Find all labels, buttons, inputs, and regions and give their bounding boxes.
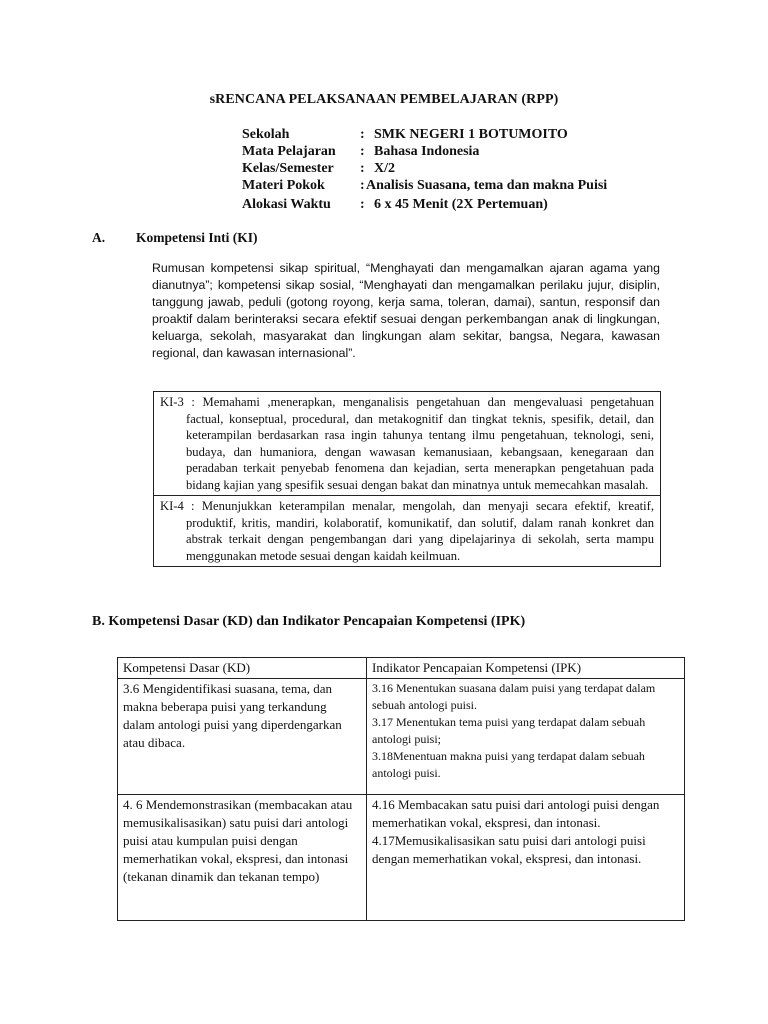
- ipk-item: 3.16 Menentukan suasana dalam puisi yang terdapat dalam sebuah antologi puisi.: [372, 681, 656, 712]
- table-row: [118, 679, 685, 795]
- identity-block: [242, 126, 607, 213]
- section-b-heading: B. Kompetensi Dasar (KD) dan Indikator Pencapaian Kompetensi (IPK): [92, 614, 526, 629]
- identity-label: Sekolah: [242, 127, 290, 142]
- identity-label: Materi Pokok: [242, 178, 325, 193]
- identity-colon: :: [360, 161, 365, 176]
- ipk-item: 4.16 Membacakan satu puisi dari antologi puisi dengan memerhatikan vokal, ekspresi, dan intonasi.: [372, 797, 660, 830]
- kd-cell: 3.6 Mengidentifikasi suasana, tema, dan makna beberapa puisi yang terkandung dalam antologi puisi yang diperdengarkan atau dibaca.: [118, 679, 367, 795]
- identity-value: 6 x 45 Menit (2X Pertemuan): [374, 197, 548, 212]
- column-header-ipk: Indikator Pencapaian Kompetensi (IPK): [367, 658, 685, 679]
- identity-colon: :: [360, 178, 365, 193]
- section-a-title: Kompetensi Inti (KI): [136, 230, 258, 245]
- identity-row-topic: [242, 177, 607, 194]
- identity-row-subject: [242, 143, 607, 160]
- identity-colon: :: [360, 197, 365, 212]
- table-header-row: [118, 658, 685, 679]
- identity-row-time: [242, 196, 607, 213]
- identity-label: Mata Pelajaran: [242, 144, 336, 159]
- column-header-kd: Kompetensi Dasar (KD): [118, 658, 367, 679]
- ipk-item: 4.17Memusikalisasikan satu puisi dari antologi puisi dengan memerhatikan vokal, ekspresi, dan intonasi.: [372, 833, 646, 866]
- document-title: sRENCANA PELAKSANAAN PEMBELAJARAN (RPP): [209, 92, 559, 107]
- ki4-cell: [154, 495, 660, 566]
- identity-colon: :: [360, 144, 365, 159]
- ipk-cell: [367, 795, 685, 921]
- ipk-cell: [367, 679, 685, 795]
- kd-ipk-table: [117, 657, 685, 921]
- identity-colon: :: [360, 127, 365, 142]
- ki-table: [153, 391, 661, 567]
- identity-value: X/2: [374, 161, 395, 176]
- identity-label: Alokasi Waktu: [242, 197, 331, 212]
- identity-value: Bahasa Indonesia: [374, 144, 480, 159]
- ki3-cell: [154, 392, 660, 495]
- identity-row-class: [242, 160, 607, 177]
- section-a-letter: A.: [92, 230, 106, 245]
- identity-value: Analisis Suasana, tema dan makna Puisi: [366, 178, 608, 193]
- section-a-heading: [0, 230, 768, 250]
- ipk-item: 3.17 Menentukan tema puisi yang terdapat dalam sebuah antologi puisi;: [372, 715, 646, 746]
- identity-label: Kelas/Semester: [242, 161, 334, 176]
- identity-row-school: [242, 126, 607, 143]
- ki-intro-paragraph: Rumusan kompetensi sikap spiritual, “Menghayati dan mengamalkan ajaran agama yang dianutnya”; kompetensi sikap sosial, “Menghayati dan mengamalkan perilaku jujur, disiplin, tanggung jawab, peduli (gotong royong, kerja sama, toleran, damai), santun, responsif dan proaktif dalam berinteraksi secara efektif sesuai dengan perkembangan anak di lingkungan, keluarga, sekolah, masyarakat dan lingkungan alam sekitar, bangsa, Negara, kawasan regional, dan kawasan internasional”.: [152, 261, 660, 360]
- ki3-text: KI-3 : Memahami ,menerapkan, menganalisis pengetahuan dan mengevaluasi pengetahuan factual, konseptual, procedural, dan metakognitif dan tingkat teknis, spesifik, detail, dan keterampilan berdasarkan rasa ingin tahunya tentang ilmu pengetahuan, teknologi, seni, budaya, dan humaniora, dengan wawasan kemanusiaan, kebangsaan, kenegaraan dan peradaban terkait penyebab fenomena dan kejadian, serta menerapkan pengetahuan pada bidang kajian yang spesifik sesuai dengan bakat dan minatnya untuk memecahkan masalah.: [160, 395, 654, 492]
- table-row: [118, 795, 685, 921]
- ipk-item: 3.18Menentuan makna puisi yang terdapat dalam sebuah antologi puisi.: [372, 749, 645, 780]
- ki4-text: KI-4 : Menunjukkan keterampilan menalar, mengolah, dan menyaji secara efektif, kreatif, produktif, kritis, mandiri, kolaboratif, komunikatif, dan solutif, dalam ranah konkret dan abstrak terkait dengan pengembangan dari yang dipelajarinya di sekolah, serta mampu menggunakan metode sesuai dengan kaidah keilmuan.: [160, 499, 654, 563]
- kd-cell: 4. 6 Mendemonstrasikan (membacakan atau memusikalisasikan) satu puisi dari antologi puisi atau kumpulan puisi dengan memerhatikan vokal, ekspresi, dan intonasi (tekanan dinamik dan tekanan tempo): [118, 795, 367, 921]
- identity-value: SMK NEGERI 1 BOTUMOITO: [374, 127, 568, 142]
